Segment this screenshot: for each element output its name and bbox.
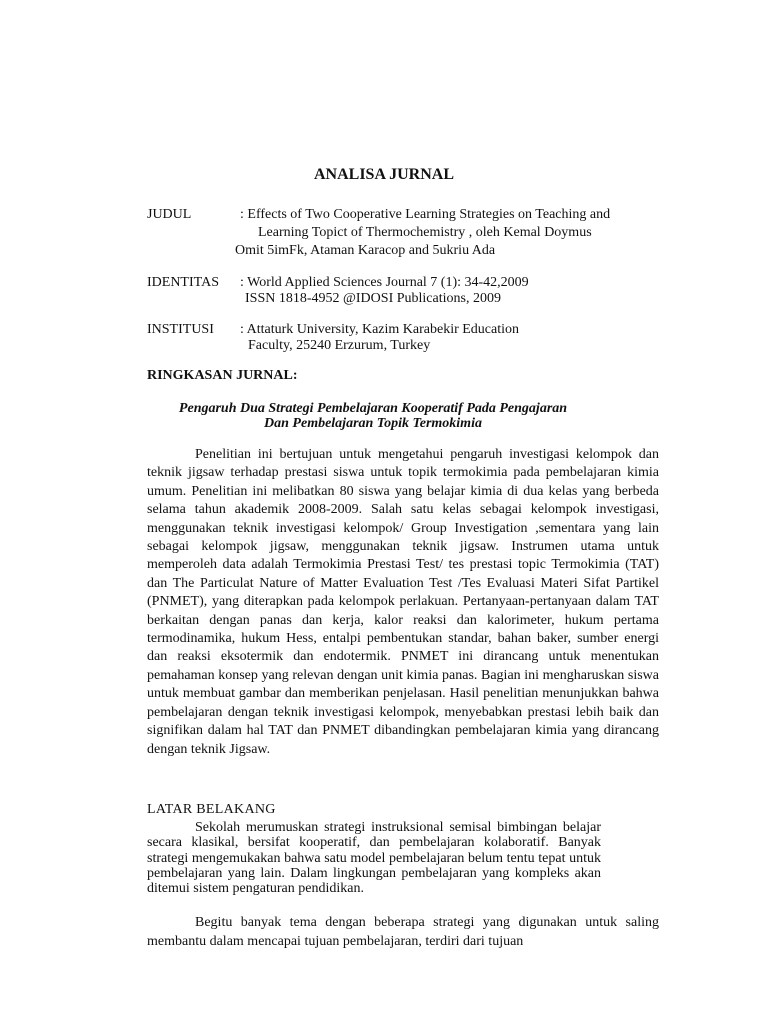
ringkasan-heading: RINGKASAN JURNAL:	[147, 368, 298, 383]
institusi-label: INSTITUSI	[147, 322, 214, 337]
judul-line-1: : Effects of Two Cooperative Learning Strategies on Teaching and	[240, 207, 611, 222]
judul-line-2: Learning Topict of Thermochemistry , oleh Kemal Doymus	[258, 225, 592, 240]
document-title: ANALISA JURNAL	[313, 166, 455, 183]
judul-label: JUDUL	[147, 207, 192, 222]
identitas-label: IDENTITAS	[147, 275, 219, 290]
institusi-line-2: Faculty, 25240 Erzurum, Turkey	[248, 338, 431, 353]
latar-belakang-heading: LATAR BELAKANG	[147, 802, 276, 817]
institusi-line-1: : Attaturk University, Kazim Karabekir Education	[240, 322, 520, 337]
latar-paragraph-1: Sekolah merumuskan strategi instruksional semisal bimbingan belajar secara klasikal, bersifat kooperatif, dan pembelajaran kolaboratif. Banyak strategi mengemukakan bahwa satu model pembelajaran belum tentu tepat untuk pembelajaran yang lain. Dalam lingkungan pembelajaran yang kompleks akan ditemui sistem pengaturan pendidikan.	[147, 820, 601, 897]
identitas-line-2: ISSN 1818-4952 @IDOSI Publications, 2009	[245, 291, 501, 306]
ringkasan-subtitle-line-2: Dan Pembelajaran Topik Termokimia	[264, 416, 482, 431]
judul-line-3: Omit 5imFk, Ataman Karacop and 5ukriu Ada	[235, 243, 496, 258]
ringkasan-paragraph: Penelitian ini bertujuan untuk mengetahui pengaruh investigasi kelompok dan teknik jigsaw terhadap prestasi siswa untuk topik termokimia pada pembelajaran kimia umum. Penelitian ini melibatkan 80 siswa yang belajar kimia di dua kelas yang berbeda selama tahun akademik 2008-2009. Salah satu kelas sebagai kelompok investigasi, menggunakan teknik investigasi kelompok/ Group Investigation ,sementara yang lain sebagai kelompok jigsaw, menggunakan teknik jigsaw. Instrumen utama untuk memperoleh data adalah Termokimia Prestasi Test/ tes prestasi topic Termokimia (TAT) dan The Particulat Nature of Matter Evaluation Test /Tes Evaluasi Materi Sifat Partikel (PNMET), yang diterapkan pada kelompok perlakuan. Pertanyaan-pertanyaan dalam TAT berkaitan dengan panas dan kerja, kalor reaksi dan kalorimeter, hukum pertama termodinamika, hukum Hess, entalpi pembentukan standar, bahan baker, sumber energi dan reaksi eksotermik dan endotermik. PNMET ini dirancang untuk menentukan pemahaman konsep yang relevan dengan unit kimia panas. Bagian ini mengharuskan siswa untuk membuat gambar dan memberikan penjelasan. Hasil penelitian menunjukkan bahwa pembelajaran dengan teknik investigasi kelompok, menyebabkan prestasi lebih baik dan signifikan dalam hal TAT dan PNMET dibandingkan pembelajaran kimia yang dirancang dengan teknik Jigsaw.	[147, 447, 659, 757]
latar-paragraph-2: Begitu banyak tema dengan beberapa strategi yang digunakan untuk saling membantu dalam mencapai tujuan pembelajaran, terdiri dari tujuan	[147, 915, 659, 949]
ringkasan-subtitle-line-1: Pengaruh Dua Strategi Pembelajaran Kooperatif Pada Pengajaran	[178, 401, 568, 416]
identitas-line-1: : World Applied Sciences Journal 7 (1): 34-42,2009	[240, 275, 529, 290]
